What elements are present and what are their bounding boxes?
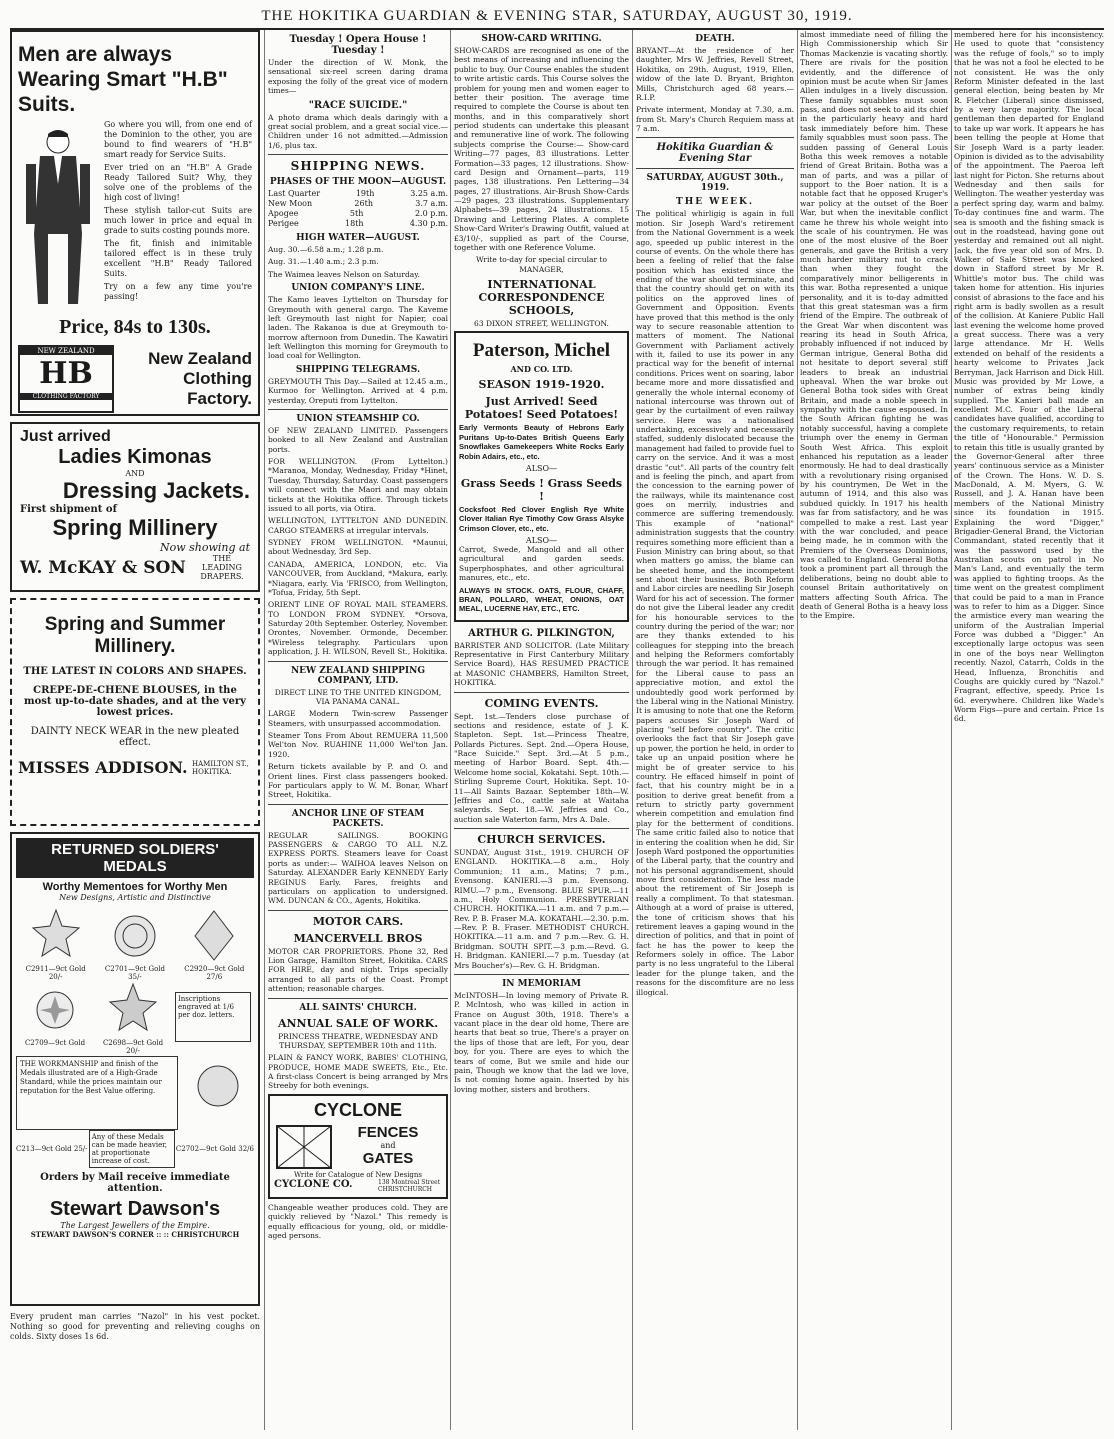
medal-icon bbox=[31, 908, 81, 963]
column-rule bbox=[951, 30, 952, 1430]
motor-text: MOTOR CAR PROPRIETORS. Phone 32, Red Lion Garage, Hamilton Street, Hokitika. CARS FOR HIRE, day and night. Trips specially arranged to all parts of the Coast. Prompt attention; reasonable charges. bbox=[268, 946, 448, 994]
local-news-text: membered here for his inconsistency. He used to quote that "consistency was the refuge of fools," so to imply that he was not a fool he elected to be not consistent. He was the only Reform Minister defeated in the last general election, being beaten by Mr R. Fletcher (Liberal) since dismissed, by a very large majority. The local gentleman then departed for England to take up war work. It appears he has been telling the people at Home that Sir Joseph Ward is a party leader. Opinion is divided as to the advisability of the appointment. The Paeroa left last night for Picton. She returns about Wednesday and then sails for Wellington. The weather yesterday was a perfect spring day, warm and balmy. To-day continues fine and warm. The sea is smooth and the fishing smack is out in the roadstead, having gone out yesterday and remained out all night. Jack, the five year old son of Mrs. D. Walker of Sale Street was knocked down in Stafford street by Mr R. Whittle's motor bus. The child was taken home for attention. His injuries consist of abrasions to the face and his right arm is badly swollen as a result of the collision. At Kaniere Public Hall last evening the welcome home proved a great success. There was a very large attendance. Mr H. Wells extended on behalf of the residents a hearty welcome to Privates Jack Berryman, Jack Harrison and Dick Hill. Music was provided by Mr Lowe, a number of extras being kindly supplied. The Kanieri ball made an excellent M.C. Four of the Liberal candidates have qualified, according to the customary requirements, to retain the title of "Honourable." Permission to retain this title is usually granted by the Governor-General after three years' continuous service as a Minister of the Crown. The Hons. W. D. S. MacDonald, A. M. Myers, G. W. Russell, and J. A. Hanan have been members of the National Ministry since its foundation in 1915. Explaining the word "Digger," Brigadier-General Brand, the Victorian Commandant, stated recently that it was the password used by the Australian scouts on patrol in No Man's Land, and eventually the term was applied to fighting troops. As the time went on the greatest compliment that could be paid to a man in France was to refer to him as a Digger. Since the armistice every man wearing the uniform of the Australian Imperial Force was dubbed a "Digger." An exceptionally large octopus was seen in one of the boys near Wellington recently. Nazol, Catarrh, Colds in the Head, Influenza, Bronchitis and Coughs are quickly cured by "Nazol." Fragrant, effective, speedy. Price 1s 6d. everywhere. Children like Wade's Worm Figs—pure and certain. Price 1s 6d. bbox=[954, 30, 1104, 724]
race-suicide-title: "RACE SUICIDE." bbox=[308, 99, 408, 111]
anchor-heading: ANCHOR LINE OF STEAM PACKETS. bbox=[291, 808, 425, 829]
memoriam-heading: IN MEMORIAM bbox=[502, 978, 581, 989]
paterson-stock: ALWAYS IN STOCK. OATS, FLOUR, CHAFF, BRAN, POLLARD, WHEAT, ONIONS, OAT MEAL, LUCERNE HAY, ETC., ETC. bbox=[459, 585, 624, 614]
mckay-line: Spring Millinery bbox=[52, 515, 218, 540]
mckay-line: Ladies Kimonas bbox=[58, 446, 212, 468]
moon-cell: 19th bbox=[355, 189, 375, 198]
pilkington-text: BARRISTER AND SOLICITOR. (Late Military Representative in First Canterbury Military Service Board), HAS RESUMED PRACTICE at MASONIC CHAMBERS, Hamilton Street, HOKITIKA. bbox=[454, 640, 629, 688]
addison-ad bbox=[10, 598, 260, 826]
paterson-potatoes: Early Vermonts Beauty of Hebrons Early Puritans Up-to-Dates British Queens Early Snowflakes Gamekeepers White Rocks Early Robin Adairs, etc., etc. bbox=[459, 423, 624, 461]
nzs-text: Return tickets available by P. and O. and Orient lines. First class passengers booked. For particulars apply to W. M. Bonar, Wharf Street, Hokitika. bbox=[268, 762, 448, 800]
nzs-text: Steamer Tons From About REMUERA 11,500 Wel'ton Nov. RUAHINE 11,000 Wel'ton Jan. 1920. bbox=[268, 731, 448, 759]
saints-text: PLAIN & FANCY WORK, BABIES' CLOTHING, PRODUCE, HOME MADE SWEETS, Etc., Etc. A first-class Concert is being arranged by Mrs Streeby for both evenings. bbox=[268, 1053, 448, 1091]
medal-caption: C2702—9ct Gold 32/6 bbox=[175, 1145, 254, 1153]
medal-item bbox=[22, 908, 90, 981]
paterson-also: ALSO— bbox=[525, 536, 558, 545]
addison-line: THE LATEST IN COLORS AND SHAPES. bbox=[23, 666, 247, 677]
waimea-note: The Waimea leaves Nelson on Saturday. bbox=[268, 269, 420, 279]
telegrams-heading: SHIPPING TELEGRAMS. bbox=[295, 364, 421, 375]
show-card-heading: SHOW-CARD WRITING. bbox=[481, 34, 602, 44]
moon-cell: New Moon bbox=[268, 199, 313, 208]
medal-caption: C2709—9ct Gold bbox=[24, 1039, 86, 1047]
hb-logo-mark: HB bbox=[39, 355, 93, 391]
addison-title: Spring and Summer Millinery. bbox=[44, 614, 226, 657]
opera-text: Under the direction of W. Monk, the sensational six-reel screen daring drama exposing the folly of the great vice of modern times— bbox=[268, 58, 448, 96]
hb-logo-top: NEW ZEALAND bbox=[20, 347, 112, 355]
column-2 bbox=[268, 30, 448, 1430]
death-text: BRYANT—At the residence of her daughter, Mrs W. Jeffries, Revell Street, Hokitika, on 29th. August, 1919, Ellen, widow of the late D. Bryant, Brighton Mills, Christchurch aged 68 years.—R.I.P. bbox=[636, 46, 794, 102]
coming-events-heading: COMING EVENTS. bbox=[484, 696, 599, 710]
death-text: Private interment, Monday at 7.30, a.m. from St. Mary's Church Requiem mass at 7 a.m. bbox=[636, 105, 794, 133]
addison-address: HAMILTON ST., HOKITIKA. bbox=[192, 759, 249, 776]
water-heading: HIGH WATER—AUGUST. bbox=[296, 233, 420, 243]
union-heading: UNION COMPANY'S LINE. bbox=[291, 283, 425, 294]
gate-icon bbox=[274, 1121, 334, 1171]
medal-caption: C2698—9ct Gold 20/- bbox=[102, 1039, 164, 1055]
anchor-text: REGULAR SAILINGS. BOOKING PASSENGERS & CARGO TO ALL N.Z. EXPRESS PORTS. Steamers leave for Coast ports as under:— WAIHOA leaves Nelson on Saturday. ALEXANDER Early KENNEDY Early REGINUS Early. Fares, freights and particulars on application to undersigned. WM. DUNCAN & CO., Agents, Hokitika. bbox=[268, 830, 448, 906]
cyclone-company: CYCLONE CO. bbox=[274, 1178, 353, 1190]
medal-icon bbox=[30, 982, 80, 1037]
cyclone-gates: GATES bbox=[362, 1150, 414, 1168]
moon-cell: 2.0 p.m. bbox=[414, 209, 448, 218]
medal-icon bbox=[193, 1058, 243, 1113]
medal-icon bbox=[110, 908, 160, 963]
editorial-heading: THE WEEK. bbox=[676, 197, 754, 208]
dawson-title: RETURNED SOLDIERS' MEDALS bbox=[16, 838, 254, 878]
hb-logo-bottom: CLOTHING FACTORY bbox=[20, 393, 112, 400]
dawson-orders: Orders by Mail receive immediate attention. bbox=[40, 1172, 230, 1194]
addison-name: MISSES ADDISON. bbox=[18, 758, 188, 777]
cyclone-ad bbox=[268, 1094, 448, 1199]
mckay-line: Just arrived bbox=[20, 428, 111, 445]
hb-suits-ad bbox=[10, 30, 260, 416]
moon-cell: 26th bbox=[354, 199, 373, 208]
column-rule bbox=[450, 30, 451, 1430]
medal-item bbox=[21, 982, 89, 1052]
moon-row bbox=[268, 199, 448, 209]
paterson-more: Carrot, Swede, Mangold and all other agricultural and garden seeds. Superphosphates, and other agricultural manures, etc., etc. bbox=[459, 545, 624, 583]
moon-row bbox=[268, 219, 448, 229]
paterson-grass: Grass Seeds ! Grass Seeds ! bbox=[460, 476, 623, 503]
medal-caption: C2701—9ct Gold 35/- bbox=[104, 965, 166, 981]
paper-title: Hokitika Guardian & Evening Star bbox=[656, 142, 774, 165]
editorial-continued-text: almost immediate need of filling the High Commissionership which Sir Thomas Mackenzie is vacating shortly. There are rivals for the position evidently, and the difference of opinion must be acute when Sir James Allen indulges in a lively discussion. These family squabbles must soon pass, and does not seek to aid its chief in the particularly heavy and hard task immediately before him. These family squabbles must soon pass. The sudden passing of General Louis Botha this week removes a notable friend of Great Britain. Botha was a man of parts, and was a pillar of support to the Boer nation. It is a notable fact that he opposed Kruger's war policy at the outset of the Boer War, but when the inevitable conflict came he threw his whole weight into the scale of his countrymen. He was one of the most elusive of the Boer generals, and gave the British a very much harder military nut to crack than when they fought the comparatively minor belligerents in this war. Botha represented a unique personality, and it is to-day admitted that this great statesman was a firm friend of the Empire. The outbreak of the Great War when discontent was rearing its head in South Africa, probably influenced if not induced by German intrigue, General Botha did not hesitate to deport several stiff leaders to break an industrial upheaval. When the war broke out General Botha took sides with Great Britain, and made a noble speech in sympathy with the cause espoused. In the South African fighting he was notably successful, having a complete triumph over the enemy in German South West Africa. This exploit enhanced his reputation as a leader enormously. He had to deal drastically with a revolutionary rising organised by his countrymen, De Wet in the autumn of 1914, and this also was subdued quickly. In 1917 his health was far from satisfactory, and he was compelled to make a rest. Last year with the war concluded, and peace being made, he in common with the Premiers of the Overseas Dominions, was called to England. General Botha took a prominent part all through the deliberations, being no doubt able to counsel Britain authoritatively on matters affecting South Africa. The death of General Botha is a heavy loss to the Empire. bbox=[800, 30, 948, 621]
dawson-address: STEWART DAWSON'S CORNER :: :: CHRISTCHURCH bbox=[30, 1230, 240, 1239]
mckay-name: W. McKAY & SON bbox=[20, 557, 186, 578]
column-1 bbox=[10, 30, 260, 1430]
usco-text: SYDNEY FROM WELLINGTON. *Maunui, about Wednesday, 3rd Sep. bbox=[268, 538, 448, 557]
hb-factory: New Zealand Clothing Factory. bbox=[148, 348, 252, 408]
dawson-tagline: The Largest Jewellers of the Empire. bbox=[60, 1221, 210, 1230]
nzs-text: LARGE Modern Twin-screw Passenger Steamers, with unsurpassed accommodation. bbox=[268, 709, 448, 728]
hb-paragraph: Go where you will, from one end of the Dominion to the other, you are bound to find wearers of "H.B" smart ready for Service Suits. bbox=[104, 119, 252, 159]
hb-paragraph: Ever tried on an "H.B" A Grade Ready Tailored Suit? Why, they solve one of the problems of the high cost of living! bbox=[104, 162, 252, 202]
paterson-also: ALSO— bbox=[525, 463, 558, 473]
editorial-text: The political whirligig is again in full motion. Sir Joseph Ward's retirement from the National Government is a week ago, speeded up public interest in the course of events. On the whole there has been a feeling of relief that the false position which has existed since the ending of the war should terminate, and that the country should get on with its politics on the approved lines of Government and Opposition. Events have proved that this method is the only way to secure reasonable attention to matters of moment. The National Government with Parliament actively with it, failed to use its power in any practical way for the benefit of internal conditions. Prices went on soaring, labor became more and more dissatisfied and generally the whole internal economy of national intercourse was thrown out of gear by the curtailment of even railway service. Here was a nationalised undertaking, excessively and necessarily staffed, suddenly dislocated because the management had failed to provide fuel to carry on the service. And it was a most drastic "cut". All parts of the country felt and is feeling the pinch, and apart from the concession to the earning power of the railways, while its maintenance cost goes on merrily, industries and commerce are suffering tremendously. This example of "national" administration suggests that the country requires something more efficient than a Fusion Ministry can bring about, so that when matters go amiss, the blame can be sheeted home, and the incompetent sent about their business. Both Reform and Labor circles are needling Sir Joseph Ward for his act of secession. The former do not give the Liberal leader any credit for his honourable services to the country during the period of the war; nor are they thanks extended to his colleagues for stepping into the breach and helping the Reformers comfortably through the war period. It has remained for the Liberal cause to pass an appreciative motion, and extol the undoubtedly good work performed by the Liberal wing in the National Ministry. It is amusing to note that one the Reform papers accuses Sir Joseph Ward of placing "self before country". The critic overlooks the fact that Sir Joseph gave up power, the portion he held, in order to take up an unpaid position where he might be of greater service to his country. He effaced himself in point of fact, that his country might be in a position to derive great benefit from a return to strictly party government wherein competition and emulation find play for the betterment of conditions. The same critic failed also to notice that in entering the coalition when he did, Sir Joseph Ward postponed the opportunities of the Liberal party, that the country and not his personal aggrandisement, should move first consideration. The less made about the retirement of Sir Joseph is really a compliment. To that statesman. Although at a word of praise is uttered, the tone of criticism shows that his retirement leaves a gaping wound in the direction of politics, and that in point of fact he has the power to keep the Reformers solely in office. The Labor party is no less ungrateful to the Liberal leader for the plunge taken, and the reasons for the discomfiture are no less illogical. bbox=[636, 209, 794, 997]
usco-text: FOR WELLINGTON. (From Lyttelton.) *Maranoa, Monday, Wednesday, Friday *Hinet, Tuesday, Thursday, Saturday. Coast passengers will connect with the Maori and may obtain tickets at the Hokitika office. Through tickets issued to all ports, via Otira. bbox=[268, 457, 448, 513]
moon-cell: 3.25 a.m. bbox=[410, 189, 448, 198]
moon-row bbox=[268, 209, 448, 219]
mckay-line: Now showing at bbox=[159, 541, 250, 554]
paterson-ad bbox=[454, 331, 629, 621]
paterson-arrived: Just Arrived! Seed Potatoes! Seed Potatoes! bbox=[464, 395, 619, 422]
pilkington-heading: ARTHUR G. PILKINGTON, bbox=[468, 627, 615, 639]
show-card-text: SHOW-CARDS are recognised as one of the best means of increasing and influencing the public to buy. Our Course enables the student to write artistic cards. This Course solves the problem for young men and women eager to better their position. The average time required to complete the Course is about ten months, and in this comparatively short period students can undertake this pleasant and remunerative line of work. The following subjects comprise the Course:— Show-card Writing—77 pages, 83 illustrations. Letter Formation—33 pages, 12 illustrations. Show-card Design and Ornament—parts, 119 pages, 138 illustrations. Pen Lettering—34 pages, 27 illustrations. Air-Brush Show-Cards—29 pages, 23 illustrations. Supplementary Alphabets—39 pages, 24 illustrations. 15 Drawing and Lettering Plates. A complete Show-Card Writer's Drawing Outfit, valued at £3/10/-, supplied as part of the Course, together with one Reference Volume. bbox=[454, 46, 629, 252]
dawson-subtitle: Worthy Mementoes for Worthy Men bbox=[42, 881, 228, 893]
cyclone-address: 138 Montreal Street CHRISTCHURCH bbox=[378, 1178, 441, 1193]
medal-item bbox=[184, 1058, 252, 1128]
nazol-ad: Every prudent man carries "Nazol" in his vest pocket. Nothing so good for preventing and relieving coughs on colds. Sixty doses 1s 6d. bbox=[10, 1312, 260, 1341]
medal-item bbox=[180, 908, 248, 981]
mckay-tagline: THE LEADING DRAPERS. bbox=[200, 554, 244, 581]
coming-events-text: Sept. 1st.—Tenders close purchase of sections and residence, estate of J. K. Stapleton. Sept. 1st.—Princess Theatre, Pollards Pictures. Sept. 2nd.—Opera House, "Race Suicide." Sept. 3rd.—At 5 p.m., meeting of Harbor Board. Sept. 4th.—Welcome home social, Kokatahi. Sept. 10th.—Stirling Supreme Court, Hokitika. Sept. 10-11—All Saints Bazaar. September 18th—W. Jeffries and Co., cattle sale at Waitaha saleyards. Sept. 18.—W. Jeffries and Co., auction sale Waterton farm, Mrs A. Dale. bbox=[454, 711, 629, 824]
death-heading: DEATH. bbox=[695, 34, 735, 44]
ics-address: 63 DIXON STREET, WELLINGTON. bbox=[474, 319, 609, 328]
nzs-text: DIRECT LINE TO THE UNITED KINGDOM, VIA PANAMA CANAL. bbox=[274, 687, 442, 706]
column-4 bbox=[636, 30, 794, 1430]
cyclone-catalogue: Write for Catalogue of New Designs bbox=[293, 1170, 423, 1179]
hb-paragraph: The fit, finish and inimitable tailored effect is in these truly excellent "H.B" Ready Tailored Suits. bbox=[104, 238, 252, 278]
shipping-news-heading: SHIPPING NEWS. bbox=[290, 159, 426, 173]
mckay-line: First shipment of bbox=[20, 504, 117, 515]
saints-sale: ANNUAL SALE OF WORK. bbox=[277, 1016, 439, 1030]
moon-cell: Perigee bbox=[268, 219, 299, 228]
saints-heading: ALL SAINTS' CHURCH. bbox=[299, 1002, 417, 1013]
dawson-heavier-note: Any of these Medals can be made heavier, at proportionate increase of cost. bbox=[89, 1130, 175, 1168]
memoriam-text: McINTOSH—In loving memory of Private R. P. McIntosh, who was killed in action in France on August 30th, 1918. There's a vacant place in the dear old home, There are hearts that beat so true, There's a prayer on the lips of those that are left, For you, dear boy, for you. There are eyes to which the tears of come, But we smile and hide our pain, Though we know that the lad we love, Is not coming home again. Inserted by his loving mother, sisters and brothers. bbox=[454, 990, 629, 1094]
usco-text: CANADA, AMERICA, LONDON, etc. Via VANCOUVER, from Auckland, *Makura, early. *Niagara, early. Via 'FRISCO, from Wellington, *Tofua, Friday, 5th Sept. bbox=[268, 559, 448, 597]
moon-heading: PHASES OF THE MOON—AUGUST. bbox=[269, 177, 447, 187]
editorial-date: SATURDAY, AUGUST 30th., 1919. bbox=[646, 173, 784, 194]
church-heading: CHURCH SERVICES. bbox=[477, 833, 606, 846]
paterson-co: AND CO. LTD. bbox=[510, 364, 573, 375]
moon-table bbox=[268, 189, 448, 229]
motor-name: MANCERVELL BROS bbox=[293, 931, 423, 945]
moon-cell: 3.7 a.m. bbox=[415, 199, 448, 208]
saints-text: PRINCESS THEATRE, WEDNESDAY AND THURSDAY, SEPTEMBER 10th and 11th. bbox=[278, 1031, 438, 1050]
usco-text: OF NEW ZEALAND LIMITED. Passengers booked to all New Zealand and Australian ports. bbox=[268, 425, 448, 454]
medal-caption: C2911—9ct Gold 20/- bbox=[25, 965, 86, 981]
moon-cell: Last Quarter bbox=[268, 189, 321, 198]
column-rule bbox=[632, 30, 633, 1430]
paterson-seeds: Cocksfoot Red Clover English Rye White Clover Italian Rye Timothy Cow Grass Alsyke Crimson Clover, etc., etc. bbox=[459, 504, 624, 533]
telegrams-text: GREYMOUTH This Day.—Sailed at 12.45 a.m., Kurmoo for Wellington. Arrived at 4 p.m. yesterday, Oreputi from Lyttelton. bbox=[268, 376, 448, 405]
column-rule bbox=[264, 30, 265, 1430]
moon-cell: Apogee bbox=[268, 209, 299, 218]
cyclone-title: CYCLONE bbox=[313, 1099, 402, 1120]
moon-cell: 4.30 p.m. bbox=[409, 219, 448, 228]
weather-nazol-note: Changeable weather produces cold. They are quickly relieved by "Nazol." This remedy is equally efficacious for young, old, or middle-aged persons. bbox=[268, 1202, 448, 1240]
nzs-heading: NEW ZEALAND SHIPPING COMPANY, LTD. bbox=[290, 665, 426, 686]
column-rule bbox=[797, 30, 798, 1430]
opera-text: A photo drama which deals daringly with a great social problem, and a great social vice.—Children under 16 not admitted.—Admission 1/6, plus tax. bbox=[268, 112, 448, 150]
cyclone-and: and bbox=[380, 1141, 396, 1151]
dawson-subtitle2: New Designs, Artistic and Distinctive bbox=[59, 893, 211, 902]
motor-heading: MOTOR CARS. bbox=[312, 914, 404, 928]
mckay-ad bbox=[10, 422, 260, 592]
moon-row bbox=[268, 189, 448, 199]
hb-price: Price, 84s to 130s. bbox=[59, 315, 211, 338]
addison-line: CREPE-DE-CHENE BLOUSES, in the most up-to-date shades, and at the very lowest prices. bbox=[24, 685, 246, 718]
show-card-text: Write to-day for special circular to MANAGER, bbox=[476, 255, 607, 274]
hb-logo bbox=[18, 345, 114, 413]
dawson-workmanship: THE WORKMANSHIP and finish of the Medals illustrated are of a High-Grade Standard, while the prices maintain our reputation for the Best Value offering. bbox=[16, 1056, 178, 1130]
hb-paragraph: These stylish tailor-cut Suits are much lower in price and equal in grade to suits costing pounds more. bbox=[104, 205, 252, 235]
medal-icon bbox=[189, 908, 239, 963]
masthead: THE HOKITIKA GUARDIAN & EVENING STAR, SATURDAY, AUGUST 30, 1919. bbox=[10, 8, 1104, 30]
medal-icon bbox=[108, 982, 158, 1037]
column-5 bbox=[800, 30, 948, 1430]
dawson-medals-ad bbox=[10, 832, 260, 1306]
medal-caption: C213—9ct Gold 25/- bbox=[16, 1145, 88, 1153]
opera-heading: Tuesday ! Opera House ! Tuesday ! bbox=[289, 34, 427, 56]
column-6 bbox=[954, 30, 1104, 1430]
church-text: SUNDAY, August 31st., 1919. CHURCH OF ENGLAND. HOKITIKA.—8 a.m., Holy Communion; 11 a.m., Matins; 7 p.m., Evensong. KANIERI.—3 p.m. Evensong. RIMU.—7 p.m., Evensong. BLUE SPUR.—11 a.m., Holy Communion. PRESBYTERIAN CHURCH. HOKITIKA.—11 a.m. and 7 p.m.—Rev. P. B. Fraser M.A. KOKATAHI.—2.30. p.m.—Rev. P. B. Fraser. METHODIST CHURCH. HOKITIKA.—11 a.m. and 7 p.m.—Rev. G. H. Bridgman. SOUTH SPIT.—3 p.m.—Revd. G. H. Bridgman. KANIERI.—7 p.m. Tuesday (at Mrs Boucher's)—Rev. G. H. Bridgman. bbox=[454, 848, 629, 970]
medal-item bbox=[101, 908, 169, 981]
column-3 bbox=[454, 30, 629, 1430]
ics-name: INTERNATIONAL CORRESPONDENCE SCHOOLS, bbox=[478, 278, 605, 317]
usco-text: ORIENT LINE OF ROYAL MAIL STEAMERS. TO LONDON FROM SYDNEY. *Orsova, Saturday 20th September. Osterley, November. Orontes, November. Ormonde, December. *Wireless telegraphy. Particulars upon application, J. H. WILSON, Revell St., Hokitika. bbox=[268, 600, 448, 657]
moon-cell: 5th bbox=[349, 209, 364, 218]
water-line: Aug. 31.—1.40 a.m.; 2.3 p.m. bbox=[268, 257, 379, 267]
cyclone-fences: FENCES bbox=[357, 1124, 419, 1142]
medal-caption: C2920—9ct Gold 27/6 bbox=[184, 965, 245, 981]
hb-paragraph: Try on a few any time you're passing! bbox=[104, 281, 252, 301]
dawson-inscription-note: Inscriptions engraved at 1/6 per doz. letters. bbox=[175, 992, 251, 1042]
moon-cell: 18th bbox=[345, 219, 364, 228]
man-in-suit-illustration bbox=[18, 124, 98, 314]
union-text: The Kamo leaves Lyttelton on Thursday for Greymouth with general cargo. The Kaveme left Greymouth last night for Napier, coal laden. The Rakanoa is due at Greymouth to-morrow afternoon from Dunedin. The Kawatiri left Wellington this morning for Greymouth to load coal for Wellington. bbox=[268, 295, 448, 361]
paterson-season: SEASON 1919-1920. bbox=[478, 378, 605, 392]
mckay-line: Dressing Jackets. bbox=[62, 478, 250, 503]
hb-headline: Men are always Wearing Smart "H.B" Suits. bbox=[18, 43, 228, 117]
usco-heading: UNION STEAMSHIP CO. bbox=[296, 413, 420, 424]
addison-line: DAINTY NECK WEAR in the new pleated effect. bbox=[30, 726, 240, 748]
mckay-line: AND bbox=[125, 469, 145, 478]
dawson-name: Stewart Dawson's bbox=[49, 1198, 221, 1220]
paterson-title: Paterson, Michel bbox=[472, 340, 611, 362]
water-line: Aug. 30.—6.58 a.m.; 1.28 p.m. bbox=[268, 245, 384, 254]
usco-text: WELLINGTON, LYTTELTON AND DUNEDIN. CARGO STEAMERS at irregular intervals. bbox=[268, 516, 448, 535]
medal-item bbox=[99, 982, 167, 1055]
